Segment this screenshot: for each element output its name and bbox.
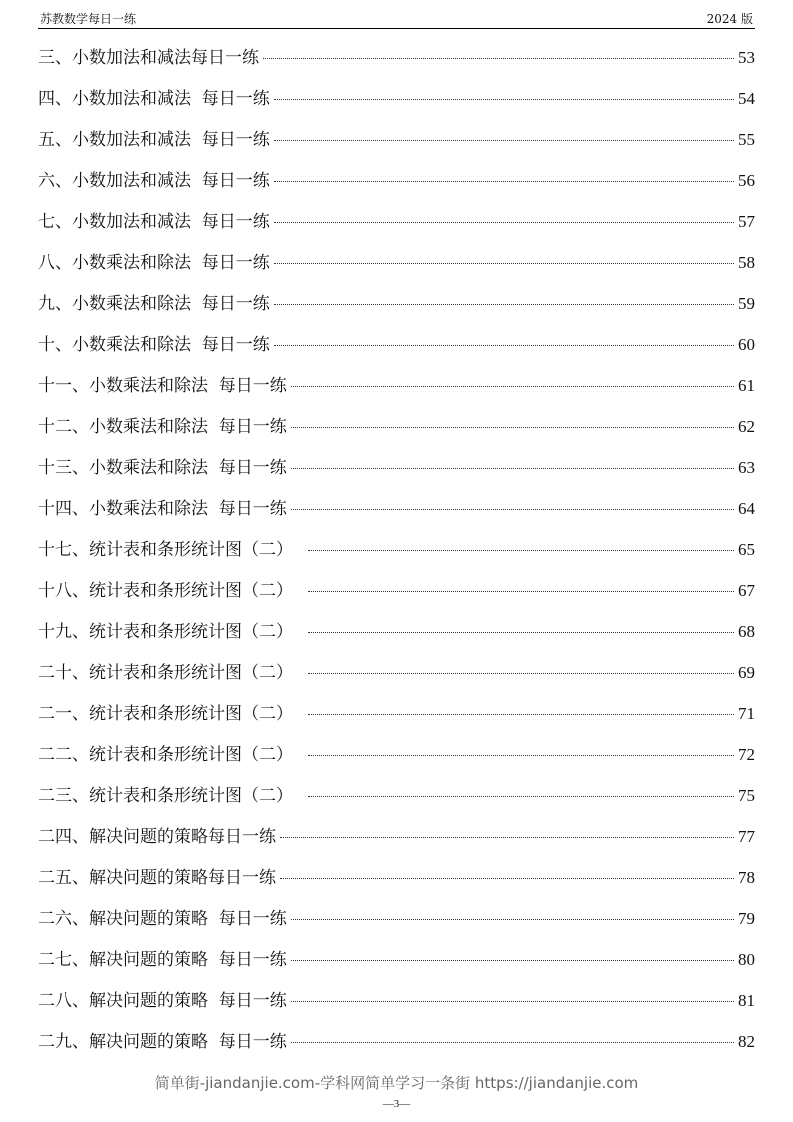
toc-entry-page: 72 bbox=[738, 745, 755, 764]
dot-leader bbox=[308, 591, 734, 592]
toc-entry-title: 四、小数加法和减法 每日一练 bbox=[38, 89, 270, 109]
dot-leader bbox=[308, 796, 734, 797]
toc-entry[interactable] bbox=[38, 905, 755, 946]
toc-entry-page: 71 bbox=[738, 704, 755, 723]
toc-entry-page: 62 bbox=[738, 417, 755, 436]
toc-entry-title: 二八、解决问题的策略 每日一练 bbox=[38, 991, 287, 1011]
toc-entry[interactable] bbox=[38, 823, 755, 864]
toc-entry-page: 82 bbox=[738, 1032, 755, 1051]
toc-entry[interactable] bbox=[38, 167, 755, 208]
toc-entry-title: 十八、统计表和条形统计图（二） bbox=[38, 581, 304, 601]
dot-leader bbox=[291, 1042, 734, 1043]
toc-entry-title: 二四、解决问题的策略每日一练 bbox=[38, 827, 276, 847]
toc-entry[interactable] bbox=[38, 1028, 755, 1069]
toc-entry[interactable] bbox=[38, 208, 755, 249]
toc-entry-title: 二六、解决问题的策略 每日一练 bbox=[38, 909, 287, 929]
toc-entry-page: 55 bbox=[738, 130, 755, 149]
dot-leader bbox=[274, 345, 734, 346]
toc-entry-title: 二一、统计表和条形统计图（二） bbox=[38, 704, 304, 724]
toc-entry[interactable] bbox=[38, 700, 755, 741]
toc-entry-title: 二七、解决问题的策略 每日一练 bbox=[38, 950, 287, 970]
dot-leader bbox=[291, 386, 734, 387]
dot-leader bbox=[308, 673, 734, 674]
toc-entry-title: 十九、统计表和条形统计图（二） bbox=[38, 622, 304, 642]
toc-entry-title: 八、小数乘法和除法 每日一练 bbox=[38, 253, 270, 273]
dot-leader bbox=[280, 878, 734, 879]
toc-entry-title: 十、小数乘法和除法 每日一练 bbox=[38, 335, 270, 355]
header-title: 苏教数学每日一练 bbox=[40, 12, 137, 26]
toc-entry[interactable] bbox=[38, 454, 755, 495]
toc-entry-page: 53 bbox=[738, 48, 755, 67]
toc-entry-page: 78 bbox=[738, 868, 755, 887]
toc-entry[interactable] bbox=[38, 413, 755, 454]
toc-entry[interactable] bbox=[38, 659, 755, 700]
toc-entry-title: 二二、统计表和条形统计图（二） bbox=[38, 745, 304, 765]
toc-entry-title: 六、小数加法和减法 每日一练 bbox=[38, 171, 270, 191]
dot-leader bbox=[308, 714, 734, 715]
dot-leader bbox=[274, 263, 734, 264]
toc-entry[interactable] bbox=[38, 782, 755, 823]
toc-entry-page: 56 bbox=[738, 171, 755, 190]
toc-entry-title: 二九、解决问题的策略 每日一练 bbox=[38, 1032, 287, 1052]
toc-entry-page: 67 bbox=[738, 581, 755, 600]
toc-entry-page: 61 bbox=[738, 376, 755, 395]
toc-entry-title: 十二、小数乘法和除法 每日一练 bbox=[38, 417, 287, 437]
toc-entry-title: 十三、小数乘法和除法 每日一练 bbox=[38, 458, 287, 478]
toc-entry-title: 二三、统计表和条形统计图（二） bbox=[38, 786, 304, 806]
toc-entry-page: 65 bbox=[738, 540, 755, 559]
toc-entry-page: 54 bbox=[738, 89, 755, 108]
toc-entry[interactable] bbox=[38, 495, 755, 536]
toc-entry-page: 79 bbox=[738, 909, 755, 928]
toc-entry-title: 七、小数加法和减法 每日一练 bbox=[38, 212, 270, 232]
toc-entry-page: 77 bbox=[738, 827, 755, 846]
toc-entry[interactable] bbox=[38, 987, 755, 1028]
toc-entry-title: 十七、统计表和条形统计图（二） bbox=[38, 540, 304, 560]
toc-entry-page: 80 bbox=[738, 950, 755, 969]
toc-entry[interactable] bbox=[38, 249, 755, 290]
toc-entry[interactable] bbox=[38, 741, 755, 782]
dot-leader bbox=[291, 919, 734, 920]
toc-entry[interactable] bbox=[38, 85, 755, 126]
toc-entry[interactable] bbox=[38, 536, 755, 577]
dot-leader bbox=[274, 222, 734, 223]
dot-leader bbox=[308, 632, 734, 633]
dot-leader bbox=[291, 960, 734, 961]
toc-entry[interactable] bbox=[38, 290, 755, 331]
page-number: —3— bbox=[382, 1098, 411, 1110]
toc-entry-page: 60 bbox=[738, 335, 755, 354]
toc-entry[interactable] bbox=[38, 864, 755, 905]
header-divider bbox=[38, 28, 755, 29]
toc-entry-page: 68 bbox=[738, 622, 755, 641]
toc-entry-page: 58 bbox=[738, 253, 755, 272]
header-edition: 2024 版 bbox=[706, 12, 753, 26]
toc-entry[interactable] bbox=[38, 618, 755, 659]
toc-entry-title: 五、小数加法和减法 每日一练 bbox=[38, 130, 270, 150]
toc-entry-page: 63 bbox=[738, 458, 755, 477]
toc-entry-title: 十一、小数乘法和除法 每日一练 bbox=[38, 376, 287, 396]
toc-entry-page: 75 bbox=[738, 786, 755, 805]
toc-entry-page: 64 bbox=[738, 499, 755, 518]
dot-leader bbox=[291, 1001, 734, 1002]
toc-entry-title: 二十、统计表和条形统计图（二） bbox=[38, 663, 304, 683]
toc-entry[interactable] bbox=[38, 331, 755, 372]
table-of-contents bbox=[38, 44, 755, 1069]
footer-watermark: 简单街-jiandanjie.com-学科网简单学习一条街 https://jiandanjie.com bbox=[154, 1074, 639, 1092]
dot-leader bbox=[291, 468, 734, 469]
toc-entry[interactable] bbox=[38, 126, 755, 167]
dot-leader bbox=[274, 181, 734, 182]
toc-entry-page: 57 bbox=[738, 212, 755, 231]
dot-leader bbox=[274, 140, 734, 141]
dot-leader bbox=[291, 509, 734, 510]
toc-entry-title: 三、小数加法和减法每日一练 bbox=[38, 48, 259, 68]
dot-leader bbox=[291, 427, 734, 428]
toc-entry-title: 二五、解决问题的策略每日一练 bbox=[38, 868, 276, 888]
toc-entry[interactable] bbox=[38, 44, 755, 85]
dot-leader bbox=[308, 755, 734, 756]
toc-entry[interactable] bbox=[38, 372, 755, 413]
dot-leader bbox=[308, 550, 734, 551]
toc-entry[interactable] bbox=[38, 946, 755, 987]
dot-leader bbox=[263, 58, 734, 59]
dot-leader bbox=[280, 837, 734, 838]
dot-leader bbox=[274, 99, 734, 100]
dot-leader bbox=[274, 304, 734, 305]
toc-entry-title: 九、小数乘法和除法 每日一练 bbox=[38, 294, 270, 314]
toc-entry-page: 69 bbox=[738, 663, 755, 682]
toc-entry-page: 59 bbox=[738, 294, 755, 313]
toc-entry-page: 81 bbox=[738, 991, 755, 1010]
toc-entry-title: 十四、小数乘法和除法 每日一练 bbox=[38, 499, 287, 519]
toc-entry[interactable] bbox=[38, 577, 755, 618]
